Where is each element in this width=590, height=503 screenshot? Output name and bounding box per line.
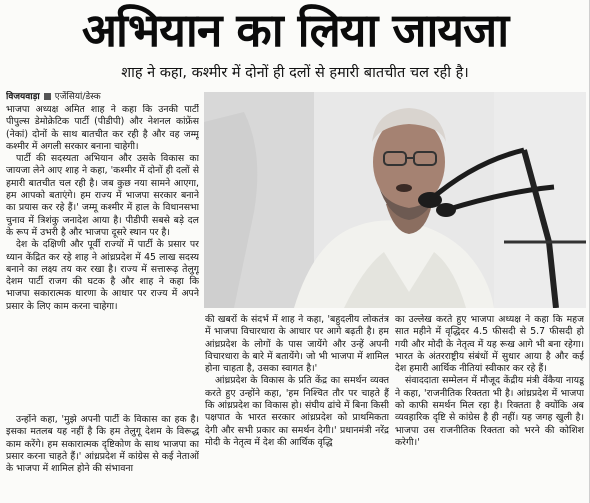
article-column-2 <box>205 314 389 503</box>
dateline-agency: एजेंसियां/डेस्क <box>54 92 101 102</box>
paragraph: की खबरों के संदर्भ में शाह ने कहा, 'बहुदलीय लोकतंत्र में भाजपा विचारधारा के आधार पर आगे बढ़ती है। हम आंध्रप्रदेश के लोगों के पास जायेंगे और उन्हें अपनी विचारधारा के बारे में बतायेंगे। जो भी भाजपा में शामिल होना चाहता है, उसका स्वागत है।' <box>205 314 389 375</box>
paragraph: पार्टी की सदस्यता अभियान और उसके विकास का जायजा लेने आए शाह ने कहा, 'कश्मीर में दोनों ही दलों से हमारी बातचीत चल रही है। जब कुछ नया सामने आएगा, हम आपको बताएंगे। हम राज्य में भाजपा सरकार बनाने का प्रयास कर रहे हैं।' जम्मू कश्मीर में हाल के विधानसभा चुनाव में त्रिशंकु जनादेश आया है। पीडीपी सबसे बड़े दल के रूप में उभरी है और भाजपा दूसरे स्थान पर है। <box>6 153 199 238</box>
paragraph: भाजपा अध्यक्ष अमित शाह ने कहा कि उनकी पार्टी पीपुल्स डेमोक्रेटिक पार्टी (पीडीपी) और नेशनल कांफ्रेंस (नेकां) दोनों के साथ बातचीत कर रही है और वह जम्मू कश्मीर में अगली सरकार बनाना चाहेगी। <box>6 104 199 152</box>
paragraph: आंध्रप्रदेश के विकास के प्रति केंद्र का समर्थन व्यक्त करते हुए उन्होंने कहा, 'हम निश्चित तौर पर चाहते हैं कि आंध्रप्रदेश का विकास हो। संघीय ढांचे में बिना किसी पक्षपात के भारत सरकार आंध्रप्रदेश को प्राथमिकता देगी और सभी प्रकार का समर्थन देगी।' प्रधानमंत्री नरेंद्र मोदी के नेतृत्व में देश की आर्थिक वृद्धि <box>205 375 389 448</box>
article-column-1-continued <box>6 414 199 503</box>
paragraph: संवाददाता सम्मेलन में मौजूद केंद्रीय मंत्री वेंकैया नायडू ने कहा, 'राजनीतिक रिक्तता भी है। आंध्रप्रदेश में भाजपा को काफी समर्थन मिल रहा है। रिक्तता है क्योंकि अब व्यवहारिक दृष्टि से कांग्रेस है ही नहीं। यह जगह खुली है। भाजपा उस राजनीतिक रिक्तता को भरने की कोशिश करेगी।' <box>395 375 584 448</box>
paragraph: उन्होंने कहा, 'मुझे अपनी पार्टी के विकास का हक है। इसका मतलब यह नहीं है कि हम तेलुगू देशम के विरूद्ध काम करेंगे। हम सकारात्मक दृष्टिकोण के साथ भाजपा का प्रसार करना चाहते हैं।' आंध्रप्रदेश में कांग्रेस से कई नेताओं के भाजपा में शामिल होने की संभावना <box>6 414 199 475</box>
dateline-city: विजयवाड़ा <box>6 92 40 102</box>
headline: अभियान का लिया जायजा <box>81 3 509 57</box>
dateline <box>6 91 216 104</box>
paragraph: देश के दक्षिणी और पूर्वी राज्यों में पार्टी के प्रसार पर ध्यान केंद्रित कर रहे शाह ने आंध्रप्रदेश में 45 लाख सदस्य बनाने का लक्ष्य तय कर रखा है। राज्य में सत्तारूढ़ तेलुगू देशम पार्टी राजग की घटक है और शाह ने कहा कि भाजपा सकारात्मक धारणा के आधार पर राज्य में अपने प्रसार के लिए काम करना चाहेगा। <box>6 239 199 312</box>
speaker-at-microphones-image <box>204 92 586 308</box>
subheadline: शाह ने कहा, कश्मीर में दोनों ही दलों से हमारी बातचीत चल रही है। <box>121 65 469 81</box>
article-column-1 <box>6 104 199 414</box>
news-photo <box>204 92 586 308</box>
paragraph: का उल्लेख करते हुए भाजपा अध्यक्ष ने कहा कि महज सात महीने में वृद्धिदर 4.5 फीसदी से 5.7 फीसदी हो गयी और मोदी के नेतृत्व में यह रूख आगे भी बना रहेगा। भारत के अंतरराष्ट्रीय संबंधों में सुधार आया है और कई देश हमारी आर्थिक नीतियां स्वीकार कर रहे हैं। <box>395 314 584 375</box>
square-bullet-icon <box>44 93 51 100</box>
article-column-3 <box>395 314 584 503</box>
